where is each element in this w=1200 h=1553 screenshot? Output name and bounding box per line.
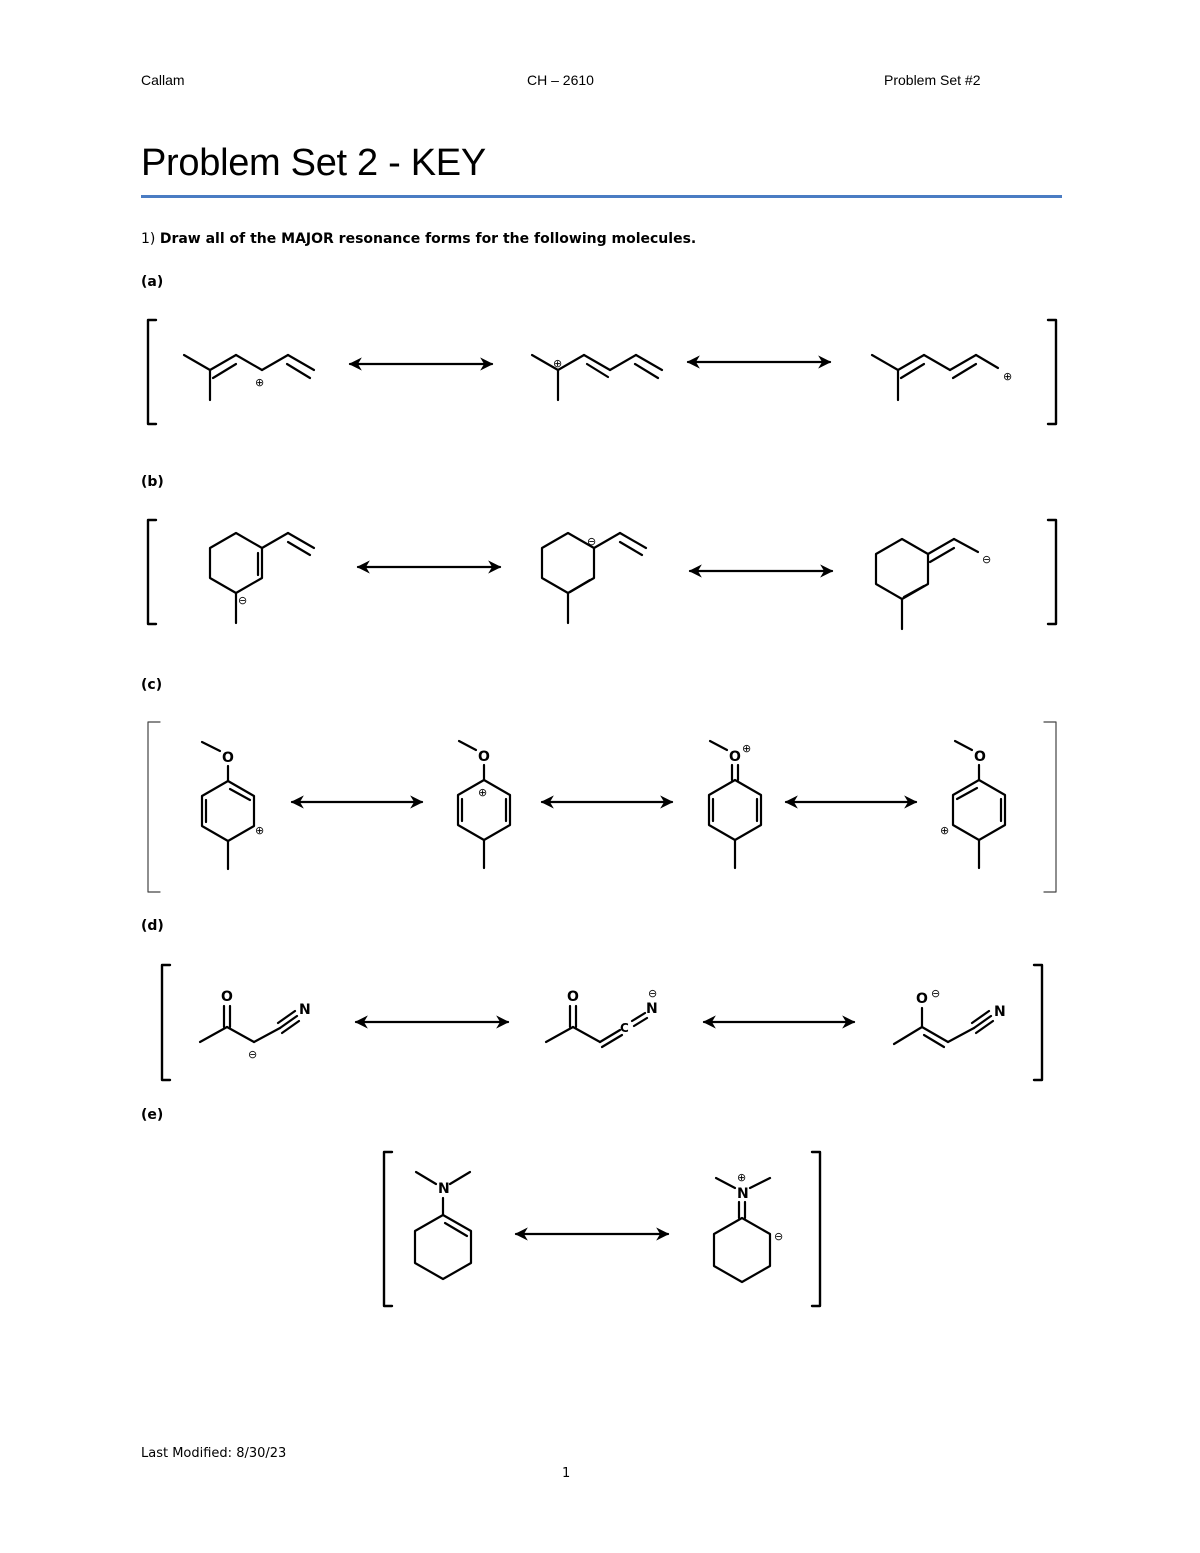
charge-plus: ⊕ [1003, 370, 1013, 383]
charge-minus: ⊖ [248, 1048, 258, 1061]
bracket-right-a [1048, 320, 1056, 424]
atom-nitrogen: N [299, 1002, 311, 1018]
part-b-label: (b) [141, 474, 164, 490]
bracket-right-b [1048, 520, 1056, 624]
molecule-b2 [542, 533, 646, 623]
bracket-left-c [148, 722, 160, 892]
atom-oxygen: O [222, 750, 234, 766]
bracket-left-d [162, 965, 170, 1080]
molecule-d2 [546, 987, 658, 1047]
molecule-d1 [200, 989, 311, 1061]
bracket-left-b [148, 520, 156, 624]
molecule-b1 [210, 533, 314, 623]
charge-minus: ⊖ [774, 1230, 784, 1243]
charge-minus: ⊖ [648, 987, 658, 1000]
atom-nitrogen: N [438, 1181, 450, 1197]
charge-plus: ⊕ [742, 742, 752, 755]
question-number: 1) [141, 231, 156, 247]
atom-carbon: C [620, 1021, 629, 1035]
bracket-left-a [148, 320, 156, 424]
molecule-e2 [714, 1171, 783, 1282]
charge-plus: ⊕ [255, 376, 265, 389]
molecule-e1 [415, 1172, 471, 1279]
part-b-structures [148, 520, 1056, 629]
part-a-structures [148, 320, 1056, 424]
header-author: Callam [141, 72, 185, 88]
bracket-left-e [384, 1152, 392, 1306]
part-e-label: (e) [141, 1107, 164, 1123]
atom-oxygen: O [974, 749, 986, 765]
atom-oxygen: O [916, 991, 928, 1007]
atom-nitrogen: N [646, 1001, 658, 1017]
part-c-label: (c) [141, 677, 163, 693]
header-problem-set: Problem Set #2 [884, 72, 981, 88]
charge-minus: ⊖ [587, 535, 597, 548]
charge-minus: ⊖ [238, 594, 248, 607]
atom-oxygen: O [567, 989, 579, 1005]
part-a-label: (a) [141, 274, 164, 290]
molecule-c1 [202, 742, 264, 869]
molecule-d3 [894, 987, 1006, 1047]
charge-plus: ⊕ [255, 824, 265, 837]
bracket-right-c [1044, 722, 1056, 892]
atom-oxygen: O [729, 749, 741, 765]
page-title: Problem Set 2 - KEY [141, 142, 486, 184]
molecule-c2 [458, 741, 510, 868]
question-text: Draw all of the MAJOR resonance forms for the following molecules. [159, 231, 697, 247]
last-modified: Last Modified: 8/30/23 [141, 1446, 287, 1461]
molecule-a1 [184, 355, 314, 400]
molecule-c4 [940, 741, 1005, 868]
page-number: 1 [562, 1466, 571, 1481]
atom-nitrogen: N [994, 1004, 1006, 1020]
part-d-label: (d) [141, 918, 164, 934]
charge-plus: ⊕ [940, 824, 950, 837]
charge-minus: ⊖ [931, 987, 941, 1000]
part-d-structures [162, 965, 1042, 1080]
charge-plus: ⊕ [478, 786, 488, 799]
part-c-structures [148, 722, 1056, 892]
molecule-b3 [876, 539, 991, 629]
bracket-right-e [812, 1152, 820, 1306]
molecule-a3 [872, 355, 1012, 400]
atom-nitrogen: N [737, 1186, 749, 1202]
charge-minus: ⊖ [982, 553, 992, 566]
atom-oxygen: O [478, 749, 490, 765]
molecule-c3 [709, 741, 761, 868]
molecule-a2 [532, 355, 662, 400]
charge-plus: ⊕ [553, 357, 563, 370]
charge-plus: ⊕ [737, 1171, 747, 1184]
part-e-structures [384, 1152, 820, 1306]
bracket-right-d [1034, 965, 1042, 1080]
header-course: CH – 2610 [527, 72, 594, 88]
atom-oxygen: O [221, 989, 233, 1005]
